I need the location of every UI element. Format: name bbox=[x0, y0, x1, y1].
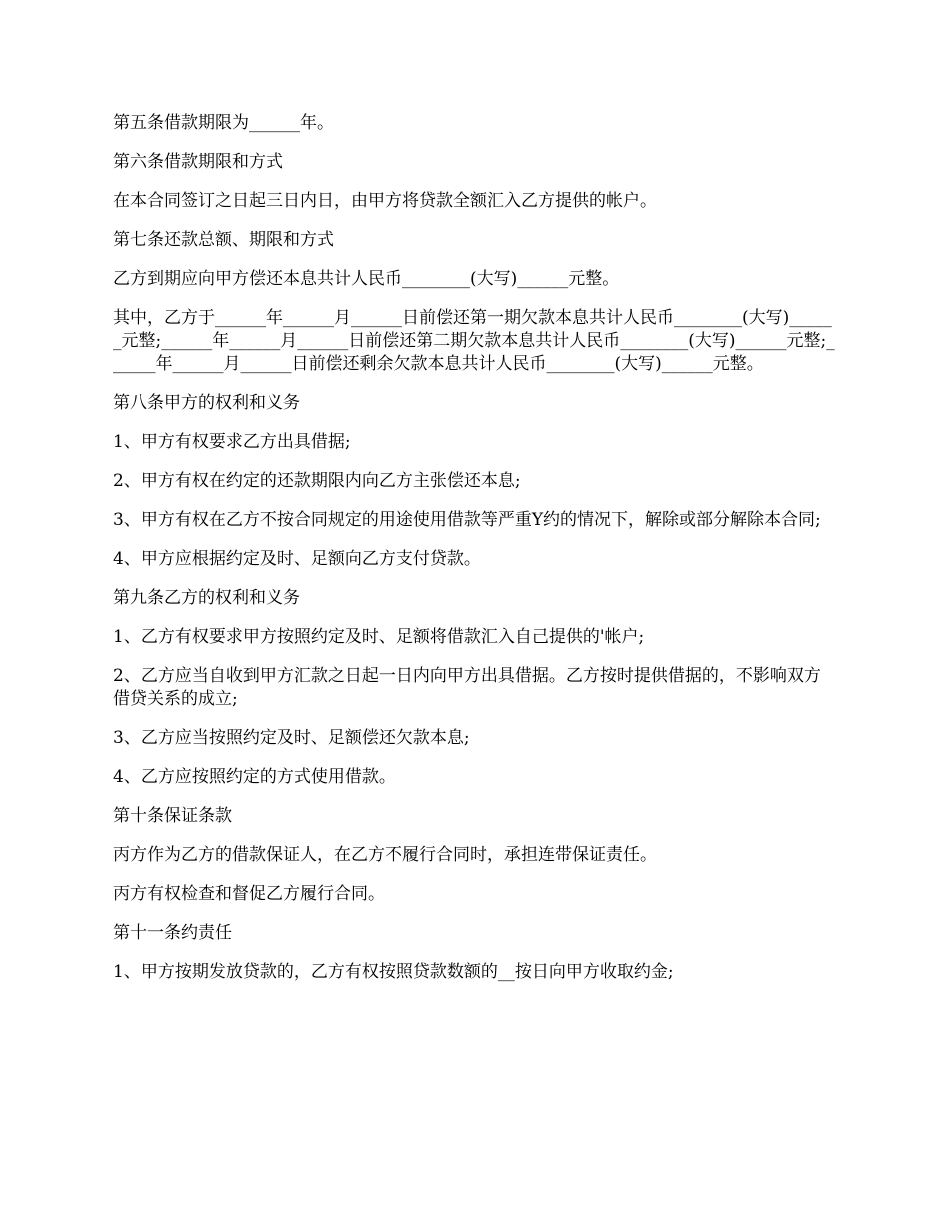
clause-10-text-1: 丙方作为乙方的借款保证人，在乙方不履行合同时，承担连带保证责任。 bbox=[113, 845, 657, 865]
clause-7-heading: 第七条还款总额、期限和方式 bbox=[113, 230, 334, 250]
clause-11-item-1: 1、甲方按期发放贷款的，乙方有权按照贷款数额的__按日向甲方收取约金; bbox=[113, 962, 674, 982]
clause-8-item-2: 2、甲方有权在约定的还款期限内向乙方主张偿还本息; bbox=[113, 471, 521, 491]
clause-9-item-4: 4、乙方应按照约定的方式使用借款。 bbox=[113, 767, 396, 787]
clause-9-item-3: 3、乙方应当按照约定及时、足额偿还欠款本息; bbox=[113, 728, 470, 748]
clause-8-heading: 第八条甲方的权利和义务 bbox=[113, 393, 300, 413]
clause-7-total: 乙方到期应向甲方偿还本息共计人民币________(大写)______元整。 bbox=[113, 269, 620, 289]
clause-8-item-4: 4、甲方应根据约定及时、足额向乙方支付贷款。 bbox=[113, 549, 481, 569]
clause-10-heading: 第十条保证条款 bbox=[113, 806, 232, 826]
clause-9-item-2: 2、乙方应当自收到甲方汇款之日起一日内向甲方出具借据。乙方按时提供借据的，不影响双方借贷关系的成立; bbox=[113, 666, 821, 709]
clause-11-heading: 第十一条约责任 bbox=[113, 923, 232, 943]
clause-8-item-1: 1、甲方有权要求乙方出具借据; bbox=[113, 432, 351, 452]
clause-6-heading: 第六条借款期限和方式 bbox=[113, 152, 283, 172]
clause-8-item-3: 3、甲方有权在乙方不按合同规定的用途使用借款等严重Y约的情况下，解除或部分解除本合同; bbox=[113, 510, 821, 530]
clause-5-term: 第五条借款期限为______年。 bbox=[113, 113, 334, 133]
clause-10-text-2: 丙方有权检查和督促乙方履行合同。 bbox=[113, 884, 385, 904]
clause-6-text: 在本合同签订之日起三日内日，由甲方将贷款全额汇入乙方提供的帐户。 bbox=[113, 191, 657, 211]
clause-7-installments: 其中，乙方于______年______月______日前偿还第一期欠款本息共计人民币________(大写)______元整;______年______月______日前偿还第二期欠款本息共计人民币________(大写)______元整;______年______月______日前偿还剩余欠款本息共计人民币________(大写)______元整。 bbox=[113, 308, 835, 374]
clause-9-item-1: 1、乙方有权要求甲方按照约定及时、足额将借款汇入自己提供的'帐户; bbox=[113, 627, 645, 647]
clause-9-heading: 第九条乙方的权利和义务 bbox=[113, 588, 300, 608]
document-body bbox=[113, 112, 835, 1000]
